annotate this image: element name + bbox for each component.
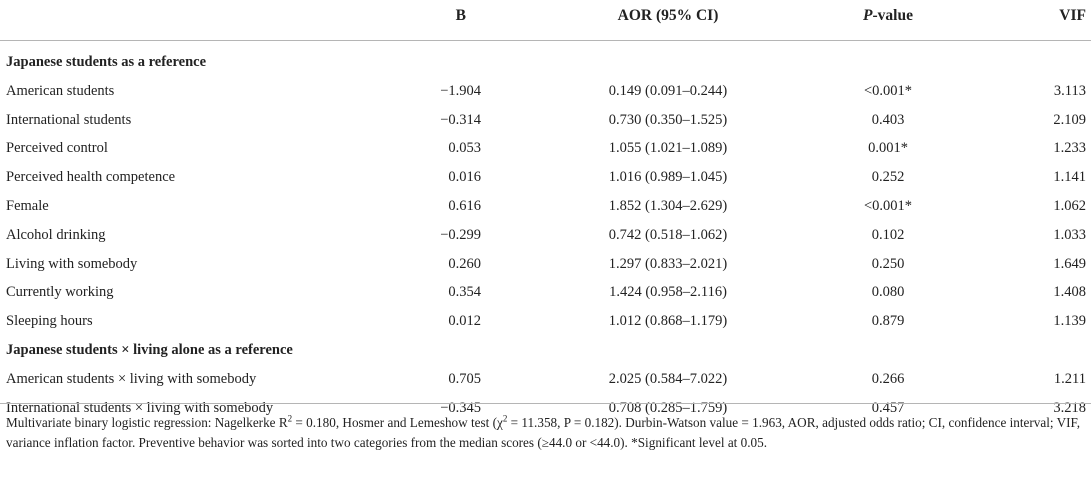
- cell-variable: Perceived health competence: [6, 169, 176, 186]
- cell-p-value: 0.250: [871, 255, 905, 272]
- cell-variable: Living with somebody: [6, 255, 138, 272]
- table-row: [0, 365, 1091, 394]
- header-rule: [0, 40, 1091, 41]
- section-header-row: [0, 336, 1091, 365]
- cell-vif: 1.408: [1053, 284, 1086, 301]
- cell-vif: 1.062: [1053, 198, 1086, 214]
- cell-p-value: 0.879: [871, 313, 905, 330]
- cell-vif: 2.109: [1053, 111, 1086, 128]
- cell-b: 0.616: [448, 198, 481, 214]
- cell-variable: International students: [6, 111, 132, 128]
- cell-vif: 1.141: [1053, 169, 1086, 186]
- cell-aor: 0.708 (0.285–1.759): [608, 399, 728, 416]
- table-row: [0, 77, 1091, 106]
- cell-variable: Sleeping hours: [6, 313, 93, 330]
- cell-p-value: 0.252: [871, 169, 905, 186]
- cell-b: 0.354: [448, 284, 481, 301]
- footnote-text-1: Multivariate binary logistic regression: Nagelkerke R: [6, 415, 288, 430]
- cell-variable: Alcohol drinking: [6, 226, 106, 243]
- table-row: [0, 221, 1091, 250]
- cell-vif: 1.649: [1053, 255, 1086, 272]
- cell-aor: 1.012 (0.868–1.179): [608, 313, 728, 330]
- cell-vif: 3.113: [1053, 82, 1086, 99]
- cell-variable: Perceived control: [6, 140, 108, 157]
- cell-p-value: <0.001*: [863, 82, 913, 99]
- footnote-text-2: = 0.180, Hosmer and Lemeshow test (χ: [292, 415, 503, 430]
- cell-aor: 2.025 (0.584–7.022): [608, 370, 728, 387]
- cell-variable: American students × living with somebody: [6, 370, 257, 387]
- cell-aor: 1.055 (1.021–1.089): [608, 140, 728, 157]
- cell-vif: 1.139: [1053, 313, 1086, 330]
- header-aor: AOR (95% CI): [617, 7, 719, 24]
- table-row: [0, 192, 1091, 221]
- cell-b: 0.012: [448, 313, 481, 330]
- table-footnote: [6, 413, 1086, 453]
- cell-vif: 1.233: [1053, 140, 1086, 157]
- table-row: [0, 278, 1091, 307]
- cell-p-value: <0.001*: [863, 198, 913, 214]
- cell-b: −0.345: [440, 399, 481, 416]
- table-row: [0, 163, 1091, 192]
- section-header-row: [0, 48, 1091, 77]
- section-title: Japanese students as a reference: [6, 54, 207, 70]
- table-row: [0, 307, 1091, 336]
- table-header-row: [0, 1, 1091, 30]
- header-b: B: [455, 7, 466, 24]
- cell-aor: 1.852 (1.304–2.629): [608, 198, 728, 214]
- table-row: [0, 134, 1091, 163]
- cell-vif: 3.218: [1053, 399, 1086, 416]
- cell-aor: 0.149 (0.091–0.244): [608, 82, 728, 99]
- footnote-sup-1: 2: [287, 413, 293, 424]
- header-vif: VIF: [1059, 7, 1086, 24]
- cell-variable: Currently working: [6, 284, 114, 301]
- footnote-sup-2: 2: [502, 413, 508, 424]
- footnote-text-3: = 11.358, P = 0.182). Durbin-Watson value = 1.963, AOR, adjusted odds ratio; CI, confidence interval; VIF, variance inflation factor. Preventive behavior was sorted into two categories from the median scores (≥44.0 or <44.0). *Significant level at 0.05.: [6, 415, 1081, 450]
- cell-vif: 1.211: [1053, 370, 1086, 387]
- cell-p-value: 0.102: [871, 226, 905, 243]
- cell-p-value: 0.080: [871, 284, 905, 301]
- header-p-italic: P: [863, 7, 873, 24]
- cell-b: −0.314: [440, 111, 481, 128]
- header-p-value: [838, 1, 938, 30]
- cell-aor: 0.742 (0.518–1.062): [608, 226, 728, 243]
- cell-p-value: 0.001*: [868, 140, 908, 157]
- table-row: [0, 250, 1091, 279]
- cell-p-value: 0.457: [871, 399, 905, 416]
- cell-variable: International students × living with somebody: [6, 399, 274, 416]
- cell-b: 0.705: [448, 370, 481, 387]
- cell-b: 0.053: [448, 140, 481, 157]
- footer-rule: [0, 403, 1091, 404]
- cell-b: −0.299: [440, 226, 481, 243]
- cell-p-value: 0.403: [871, 111, 905, 128]
- cell-aor: 1.297 (0.833–2.021): [608, 255, 728, 272]
- table-row: [0, 106, 1091, 135]
- section-title: Japanese students × living alone as a reference: [6, 342, 293, 358]
- cell-aor: 1.424 (0.958–2.116): [609, 284, 727, 301]
- cell-aor: 0.730 (0.350–1.525): [608, 111, 728, 128]
- cell-variable: Female: [6, 198, 49, 214]
- header-p-rest: -value: [872, 7, 913, 24]
- cell-p-value: 0.266: [871, 370, 905, 387]
- cell-aor: 1.016 (0.989–1.045): [608, 169, 728, 186]
- cell-b: 0.260: [448, 255, 481, 272]
- cell-b: −1.904: [440, 82, 481, 99]
- cell-b: 0.016: [448, 169, 481, 186]
- cell-vif: 1.033: [1053, 226, 1086, 243]
- cell-variable: American students: [6, 82, 115, 99]
